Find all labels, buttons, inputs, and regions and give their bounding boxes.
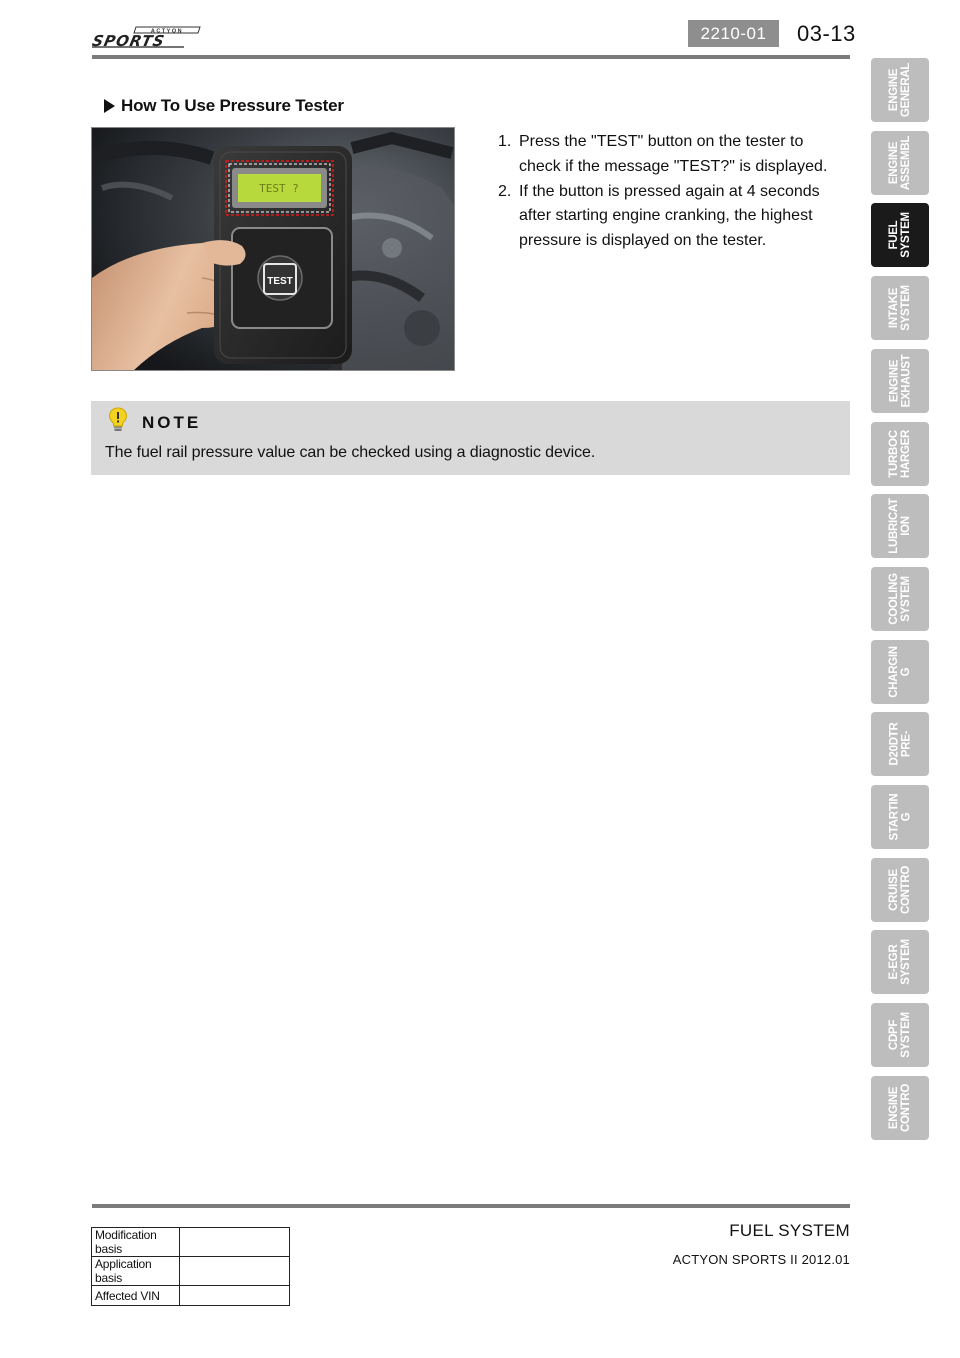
table-row [92, 1228, 290, 1257]
chapter-tab-label: CDPF SYSTEM [888, 1012, 912, 1058]
chapter-tab-label: ENGINE CONTRO [888, 1083, 912, 1133]
chapter-tab[interactable] [871, 858, 929, 922]
modification-table [91, 1227, 290, 1306]
chapter-tab[interactable] [871, 785, 929, 849]
chapter-tab-label: CHARGIN G [887, 646, 912, 698]
section-code-badge: 2210-01 [688, 20, 779, 47]
footer-model-year: ACTYON SPORTS II 2012.01 [672, 1252, 850, 1267]
chapter-tab-label: STARTIN G [887, 793, 912, 841]
note-label: NOTE [142, 413, 202, 432]
chapter-tab-label: COOLING SYSTEM [887, 573, 912, 625]
table-value [180, 1257, 290, 1286]
note-box [91, 401, 850, 475]
step-item [495, 130, 840, 180]
step-text: Press the "TEST" button on the tester to check if the message "TEST?" is displayed. [519, 133, 828, 175]
chapter-tab-label: INTAKE SYSTEM [888, 285, 912, 331]
test-button-text: TEST [267, 276, 293, 287]
svg-text:ACTYON: ACTYON [150, 28, 184, 35]
lightbulb-icon [108, 407, 128, 433]
pressure-tester-photo [91, 127, 455, 371]
svg-text:SPORTS: SPORTS [92, 32, 167, 50]
chapter-tab-label: E-EGR SYSTEM [888, 939, 912, 985]
chapter-tab[interactable] [871, 930, 929, 994]
chapter-tab-label: ENGINE GENERAL [887, 62, 912, 118]
actyon-sports-logo [92, 24, 204, 50]
table-label: Modification basis [92, 1228, 180, 1257]
chapter-tab[interactable] [871, 567, 929, 631]
table-value [180, 1286, 290, 1306]
chapter-tab-label: ENGINE EXHAUST [887, 354, 912, 408]
table-label: Application basis [92, 1257, 180, 1286]
chapter-tab[interactable] [871, 1076, 929, 1140]
chapter-tab-label: LUBRICAT ION [887, 498, 912, 554]
chapter-tab[interactable] [871, 349, 929, 413]
page-number: 03-13 [797, 21, 856, 46]
table-label: Affected VIN [92, 1286, 180, 1306]
table-row [92, 1286, 290, 1306]
chapter-tab-label: ENGINE ASSEMBL [887, 135, 912, 191]
chapter-tab[interactable] [871, 422, 929, 486]
header-divider [92, 55, 850, 59]
lcd-screen-text: TEST ? [259, 182, 299, 195]
procedure-steps [495, 130, 840, 254]
chapter-tab[interactable] [871, 203, 929, 267]
step-text: If the button is pressed again at 4 seconds after starting engine cranking, the highest pressure is displayed on the tester. [519, 182, 820, 250]
chapter-tab[interactable] [871, 640, 929, 704]
chapter-tab-label: CRUISE CONTRO [888, 865, 912, 915]
footer-divider [92, 1204, 850, 1208]
note-text: The fuel rail pressure value can be checked using a diagnostic device. [105, 444, 596, 461]
chapter-tab-label: D20DTR PRE- [888, 722, 912, 766]
chapter-tab-label: FUEL SYSTEM [888, 212, 912, 258]
table-value [180, 1228, 290, 1257]
section-heading [104, 95, 344, 117]
section-title: How To Use Pressure Tester [121, 96, 344, 115]
triangle-bullet-icon [104, 99, 115, 113]
step-item [495, 180, 840, 254]
footer-chapter-title: FUEL SYSTEM [729, 1221, 850, 1240]
chapter-tab[interactable] [871, 131, 929, 195]
chapter-tab[interactable] [871, 276, 929, 340]
chapter-tab[interactable] [871, 1003, 929, 1067]
table-row [92, 1257, 290, 1286]
chapter-tab[interactable] [871, 712, 929, 776]
step-number: 1. [498, 133, 512, 150]
chapter-tab-label: TURBOC HARGER [887, 429, 912, 479]
chapter-tab[interactable] [871, 58, 929, 122]
chapter-tab[interactable] [871, 494, 929, 558]
step-number: 2. [498, 182, 512, 200]
